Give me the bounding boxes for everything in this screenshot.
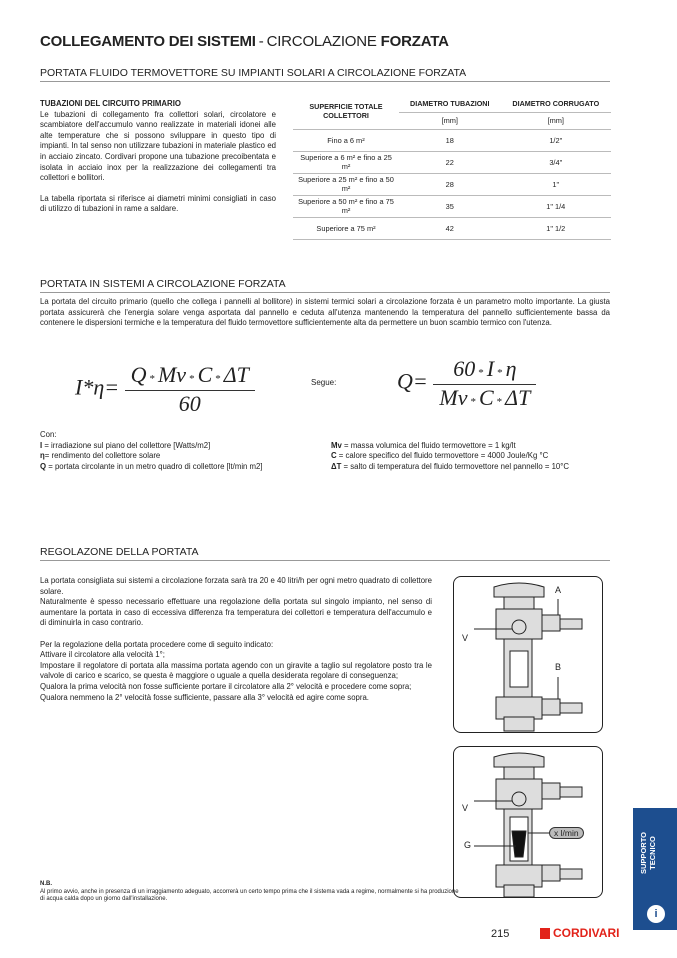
page-number: 215 — [491, 928, 510, 940]
table-cell: 1/2" — [501, 129, 611, 151]
legend-block — [40, 430, 263, 472]
label-v: V — [462, 633, 469, 643]
table-cell: 1" 1/2 — [501, 217, 611, 239]
table-row — [293, 129, 611, 151]
paragraph: Le tubazioni di collegamento fra collettori solari, circolatore e scambiatore dell'accumulo vanno realizzate in materiali idonei alle alte temperature che si possono sviluppare in questo tipo di impianti. In tal senso non utilizzare tubazioni in materiale plastico ed in acciaio zincato. Cordivari propone una tubazione precoibentata e isolata in acciaio inox per la realizzazione dei collegamenti tra collettori e bollitori. — [40, 109, 276, 183]
legend-item: C = calore specifico del fluido termovettore = 4000 Joule/Kg °C — [331, 451, 549, 460]
paragraph: Impostare il regolatore di portata alla massima portata agendo con un giravite a taglio sul regolatore posto tra le valvole di carico e scarico, se questa è maggiore o uguale a quella desiderata regolare di conseguenza; — [40, 660, 432, 681]
unit: [mm] — [501, 112, 611, 129]
table-cell: 35 — [399, 195, 501, 217]
note-text: Al primo avvio, anche in presenza di un irraggiamento adeguato, accorrerà un certo tempo prima che il sistema vada a regime, normalmente si ha produzione di acqua calda dopo un giorno dall'installazione. — [40, 888, 459, 902]
table-cell: 18 — [399, 129, 501, 151]
table-cell: Superiore a 50 m² e fino a 75 m² — [293, 195, 399, 217]
brand-logo: CORDIVARI — [540, 926, 619, 940]
logo-icon — [540, 928, 550, 939]
table-cell: 28 — [399, 173, 501, 195]
table-cell: Fino a 6 m² — [293, 129, 399, 151]
note — [40, 881, 460, 904]
unit: [mm] — [399, 112, 501, 129]
table-cell: 3/4" — [501, 151, 611, 173]
valve-diagram-2 — [453, 746, 603, 898]
section-heading-portata-sistemi: PORTATA IN SISTEMI A CIRCOLAZIONE FORZATA — [40, 278, 610, 293]
table-cell: 42 — [399, 217, 501, 239]
label-a: A — [555, 585, 562, 595]
formula-1: I*η= $\frac{Q * Mv * C * \Delta T}{60}$ — [75, 362, 255, 417]
paragraph: La portata del circuito primario (quello che collega i pannelli al bollitore) in sistemi termici solari a circolazione forzata è un parametro molto importante. La giusta portata assicurerà che l'energia solare venga asportata dal pannello e ceduta all'utenza mantenendo la temperatura del pannello sufficientemente bassa da contenere le dispersioni termiche e la temperatura del fluido termovettore sufficientemente alta da permettere un buon scambio termico con l'utenza. — [40, 297, 610, 328]
con-label: Con: — [40, 430, 57, 439]
legend-right — [331, 441, 569, 473]
table-row — [293, 151, 611, 173]
table-cell: Superiore a 25 m² e fino a 50 m² — [293, 173, 399, 195]
tab-label: SUPPORTO — [639, 832, 648, 874]
table-row — [293, 195, 611, 217]
formula-2: Q= $\frac{60 * I * \eta}{Mv * C * \Delta T}$ — [397, 356, 536, 411]
paragraph: Per la regolazione della portata procedere come di seguito indicato: — [40, 639, 274, 649]
table-cell: Superiore a 75 m² — [293, 217, 399, 239]
valve-diagram-1 — [453, 576, 603, 733]
legend-item: ΔT = salto di temperatura del fluido termovettore nel pannello = 10°C — [331, 461, 570, 471]
tab-label: TECNICO — [648, 836, 657, 870]
paragraph: Qualora nemmeno la 2° velocità fosse sufficiente, passare alla 3° velocità ed agire come sopra. — [40, 692, 369, 702]
section-heading-regolazione: REGOLAZONE DELLA PORTATA — [40, 546, 610, 561]
col-header: DIAMETRO TUBAZIONI — [399, 95, 501, 112]
table-cell: 22 — [399, 151, 501, 173]
legend-item: I = irradiazione sul piano del collettore [Watts/m2] — [40, 440, 211, 450]
legend-item: Q = portata circolante in un metro quadro di collettore [lt/min m2] — [40, 461, 263, 471]
label-v: V — [462, 803, 469, 813]
note-title: N.B. — [40, 881, 52, 887]
table-row — [293, 173, 611, 195]
segue-label: Segue: — [311, 378, 337, 387]
diameter-table — [293, 95, 611, 240]
paragraph: La tabella riportata si riferisce ai diametri minimi consigliati in caso di utilizzo di tubazioni in rame a saldare. — [40, 193, 276, 214]
label-g: G — [464, 840, 472, 850]
table-cell: 1" 1/4 — [501, 195, 611, 217]
paragraph: La portata consigliata sui sistemi a circolazione forzata sarà tra 20 e 40 litri/h per ogni metro quadrato di collettore solare. — [40, 576, 432, 596]
regolazione-text — [40, 576, 432, 703]
paragraph: Naturalmente è spesso necessario effettuare una regolazione della portata sul singolo impianto, nel senso di aumentare la portata in caso di eccessiva differenza fra temperatura dei collettori e temperatura dell'accumulo e di diminuirla in caso contrario. — [40, 597, 432, 628]
label-b: B — [555, 662, 562, 672]
paragraph: Attivare il circolatore alla velocità 1°; — [40, 650, 165, 660]
tubazioni-text — [40, 99, 276, 215]
legend-item: η= rendimento del collettore solare — [40, 451, 161, 460]
col-header: DIAMETRO CORRUGATO — [501, 95, 611, 112]
paragraph — [40, 629, 432, 640]
info-icon: i — [647, 905, 665, 923]
paragraph: Qualora la prima velocità non fosse sufficiente portare il circolatore alla 2° velocità e procedere come sopra; — [40, 681, 412, 691]
col-header: SUPERFICIE TOTALE COLLETTORI — [293, 95, 399, 129]
table-cell: Superiore a 6 m² e fino a 25 m² — [293, 151, 399, 173]
side-tab-supporto-tecnico[interactable] — [633, 808, 677, 930]
table-cell: 1" — [501, 173, 611, 195]
subheading: TUBAZIONI DEL CIRCUITO PRIMARIO — [40, 99, 181, 108]
legend-item: Mv = massa volumica del fluido termovettore = 1 kg/lt — [331, 440, 516, 450]
table-row — [293, 217, 611, 239]
section-heading-portata-fluido: PORTATA FLUIDO TERMOVETTORE SU IMPIANTI SOLARI A CIRCOLAZIONE FORZATA — [40, 67, 610, 82]
flow-badge: x l/min — [549, 827, 584, 839]
page-title: COLLEGAMENTO DEI SISTEMI - CIRCOLAZIONE FORZATA — [40, 33, 449, 50]
